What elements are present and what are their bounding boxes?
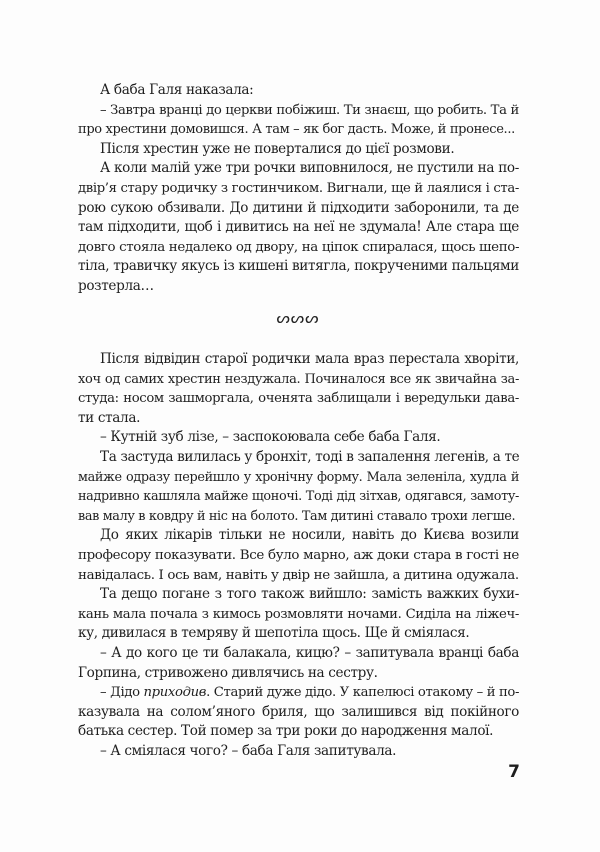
paragraph-line: До яких лікарів тільки не носили, навіть до Києва возили	[100, 527, 519, 544]
paragraph-line: двір’я стару родичку з гостинчиком. Вигнали, ще й лаялися і ста-	[78, 180, 519, 196]
paragraph-line: казувала на солом’яного бриля, що залишився від покійного	[78, 703, 519, 720]
line-text: . Старий дуже дідо. У капелюсі отакому – й по-	[206, 685, 519, 701]
paragraph-line: – Завтра вранці до церкви побіжиш. Ти знаєш, що робить. Та й	[100, 102, 519, 118]
paragraph-line: хоч од самих хрестин нездужала. Починалося все як звичайна за-	[78, 371, 519, 387]
paragraph-line: там підходити, щоб і дивитись на неї не здумала! Але стара ще	[78, 219, 519, 236]
paragraph-line: майже одразу перейшло у хронічну форму. Мала зеленіла, худла й	[78, 469, 519, 485]
line-text: – Дідо	[100, 685, 144, 701]
page-number: 7	[508, 762, 520, 782]
paragraph-line: тіла, травичку якусь із кишені витягла, покрученими пальцями	[78, 258, 519, 275]
paragraph-line: надривно кашляла майже щоночі. Тоді дід зітхав, одягався, замоту-	[78, 489, 519, 505]
paragraph-line: довго стояла недалеко од двору, на ціпок спиралася, щось шепо-	[78, 239, 519, 255]
text-section-2	[78, 350, 519, 761]
paragraph-line: батька сестер. Той помер за три роки до народження малої.	[78, 723, 494, 740]
paragraph-line: А коли малій уже три рочки виповнилося, не пустили на по-	[100, 160, 519, 177]
triple-swirl-ornament-icon: ᔕᔕᔕ	[276, 309, 320, 327]
paragraph-line	[78, 683, 519, 703]
paragraph-line: рою сукою обзивали. До дитини й підходити заборонили, та де	[78, 199, 519, 216]
paragraph-line: вав малу в ковдру й ніс на болото. Там дитині ставало трохи легше.	[78, 508, 516, 524]
paragraph-line: ти стала.	[78, 409, 141, 426]
paragraph-line: про хрестини домовишся. А там – як бог дасть. Може, й пронесе...	[78, 122, 515, 138]
paragraph-line: студа: носом зашморгала, оченята заблищали і вередульки дава-	[78, 391, 519, 407]
paragraph-line: розтерла…	[78, 277, 154, 294]
paragraph-line: А баба Галя наказала:	[100, 82, 254, 98]
italic-word: приходив	[143, 685, 207, 701]
paragraph-line: Та дещо погане з того також вийшло: замість важких бухи-	[100, 586, 519, 603]
paragraph-line: кань мала почала з кимось розмовляти ночами. Сиділа на ліжеч-	[78, 606, 519, 622]
paragraph-line: – А сміялася чого? – баба Галя запитувала.	[100, 742, 397, 759]
paragraph-line: професору показувати. Все було марно, аж доки стара в гості не	[78, 547, 519, 563]
text-section-1	[78, 81, 519, 297]
paragraph-line: навідалась. І ось вам, навіть у двір не зайшла, а дитина одужала.	[78, 567, 519, 583]
paragraph-line: Після хрестин уже не поверталися до цієї розмови.	[100, 140, 455, 157]
paragraph-line: – А до кого це ти балакала, кицю? – запитувала вранці баба	[100, 644, 519, 661]
paragraph-line: Після відвідин старої родички мала враз перестала хворіти,	[100, 351, 519, 367]
paragraph-line: ку, дивилася в темряву й шепотіла щось. Ще й сміялася.	[78, 625, 470, 642]
paragraph-line: – Кутній зуб лізе, – заспокоювала себе баба Галя.	[100, 429, 441, 446]
paragraph-line: Та застуда вилилась у бронхіт, тоді в запалення легенів, а те	[100, 448, 519, 465]
paragraph-line: Горпина, стривожено дивлячись на сестру.	[78, 664, 378, 681]
